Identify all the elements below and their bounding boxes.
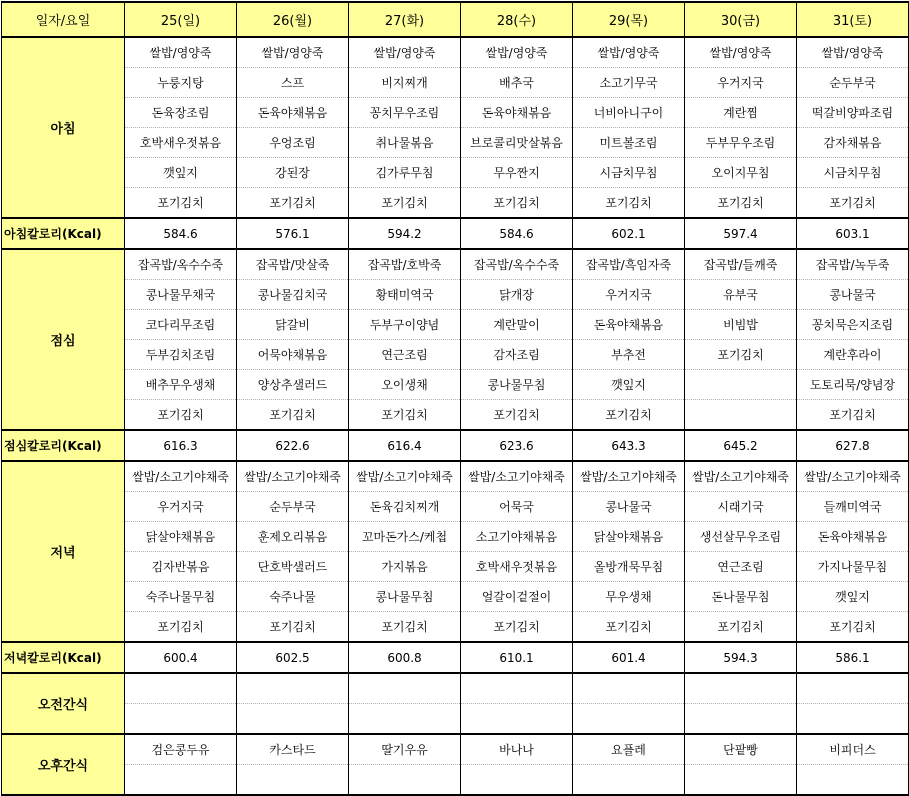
menu-cell: 양상추샐러드 [237, 370, 349, 400]
calorie-value: 586.1 [797, 642, 909, 673]
menu-cell: 잡곡밥/옥수수죽 [125, 249, 237, 280]
menu-cell: 계란찜 [685, 98, 797, 128]
lunch-row [2, 249, 909, 280]
dinner-row [2, 461, 909, 492]
calorie-value: 576.1 [237, 218, 349, 249]
menu-cell [237, 704, 349, 735]
menu-cell: 포기김치 [573, 188, 685, 219]
menu-cell: 포기김치 [797, 400, 909, 431]
menu-cell: 미트볼조림 [573, 128, 685, 158]
menu-cell: 닭살야채볶음 [573, 522, 685, 552]
menu-cell: 포기김치 [573, 612, 685, 643]
pm_snack-label: 오후간식 [2, 734, 125, 795]
menu-cell [125, 673, 237, 704]
menu-cell: 콩나물무침 [461, 370, 573, 400]
menu-cell: 쌀밥/영양죽 [573, 37, 685, 68]
menu-cell: 쌀밥/영양죽 [797, 37, 909, 68]
menu-cell: 호박새우젓볶음 [461, 552, 573, 582]
menu-cell [573, 673, 685, 704]
lunch-row [2, 400, 909, 431]
menu-cell [125, 765, 237, 796]
menu-cell [573, 704, 685, 735]
calorie-value: 627.8 [797, 430, 909, 461]
menu-cell: 깻잎지 [573, 370, 685, 400]
menu-cell: 포기김치 [349, 612, 461, 643]
calorie-value: 610.1 [461, 642, 573, 673]
header-day-1: 25(일) [125, 2, 237, 37]
weekly-meal-table [1, 1, 909, 796]
calorie-value: 600.8 [349, 642, 461, 673]
breakfast-calorie-row [2, 218, 909, 249]
menu-cell: 잡곡밥/들깨죽 [685, 249, 797, 280]
dinner-row [2, 552, 909, 582]
menu-cell: 꽁치묵은지조림 [797, 310, 909, 340]
pm_snack-row [2, 765, 909, 796]
menu-cell [685, 673, 797, 704]
menu-cell: 우거지국 [685, 68, 797, 98]
menu-cell: 닭살야채볶음 [125, 522, 237, 552]
menu-cell: 생선살무우조림 [685, 522, 797, 552]
header-day-6: 30(금) [685, 2, 797, 37]
menu-cell: 부추전 [573, 340, 685, 370]
menu-cell [349, 704, 461, 735]
menu-cell: 돈육야채볶음 [237, 98, 349, 128]
menu-cell: 스프 [237, 68, 349, 98]
menu-cell: 쌀밥/소고기야채죽 [797, 461, 909, 492]
menu-cell: 포기김치 [461, 188, 573, 219]
menu-cell: 시금치무침 [573, 158, 685, 188]
menu-cell: 소고기야채볶음 [461, 522, 573, 552]
menu-cell: 바나나 [461, 734, 573, 765]
dinner-calorie-label: 저녁칼로리(Kcal) [2, 642, 125, 673]
menu-cell: 무우짠지 [461, 158, 573, 188]
menu-cell: 들깨미역국 [797, 492, 909, 522]
menu-cell: 돈육야채볶음 [573, 310, 685, 340]
menu-cell [461, 704, 573, 735]
menu-cell: 계란후라이 [797, 340, 909, 370]
header-date-day: 일자/요일 [2, 2, 125, 37]
menu-cell: 계란말이 [461, 310, 573, 340]
menu-cell: 도토리묵/양념장 [797, 370, 909, 400]
breakfast-row [2, 68, 909, 98]
menu-cell: 두부김치조림 [125, 340, 237, 370]
menu-cell [797, 704, 909, 735]
menu-cell: 잡곡밥/흑임자죽 [573, 249, 685, 280]
menu-cell: 잡곡밥/옥수수죽 [461, 249, 573, 280]
menu-cell: 돈육야채볶음 [461, 98, 573, 128]
menu-cell: 얼갈이겉절이 [461, 582, 573, 612]
menu-cell: 잡곡밥/녹두죽 [797, 249, 909, 280]
menu-cell: 돈육장조림 [125, 98, 237, 128]
menu-cell [461, 673, 573, 704]
calorie-value: 602.5 [237, 642, 349, 673]
menu-cell: 순두부국 [797, 68, 909, 98]
calorie-value: 600.4 [125, 642, 237, 673]
menu-cell: 닭갈비 [237, 310, 349, 340]
menu-cell [685, 400, 797, 431]
menu-cell: 포기김치 [461, 612, 573, 643]
header-day-2: 26(월) [237, 2, 349, 37]
calorie-value: 594.2 [349, 218, 461, 249]
calorie-value: 623.6 [461, 430, 573, 461]
calorie-value: 584.6 [461, 218, 573, 249]
menu-cell: 꽁치무우조림 [349, 98, 461, 128]
menu-cell: 콩나물국 [797, 280, 909, 310]
menu-cell: 꼬마돈가스/케첩 [349, 522, 461, 552]
menu-cell: 포기김치 [685, 188, 797, 219]
menu-cell: 오이지무침 [685, 158, 797, 188]
menu-cell [349, 673, 461, 704]
menu-cell: 감자채볶음 [797, 128, 909, 158]
menu-cell: 올방개묵무침 [573, 552, 685, 582]
menu-cell: 연근조림 [349, 340, 461, 370]
menu-cell: 두부무우조림 [685, 128, 797, 158]
menu-cell: 어묵야채볶음 [237, 340, 349, 370]
menu-cell: 훈제오리볶음 [237, 522, 349, 552]
header-row [2, 2, 909, 37]
menu-cell: 돈육야채볶음 [797, 522, 909, 552]
menu-cell [685, 704, 797, 735]
breakfast-row [2, 98, 909, 128]
menu-cell: 황태미역국 [349, 280, 461, 310]
menu-cell: 잡곡밥/맛살죽 [237, 249, 349, 280]
menu-cell: 포기김치 [349, 188, 461, 219]
menu-cell: 검은콩두유 [125, 734, 237, 765]
calorie-value: 603.1 [797, 218, 909, 249]
menu-cell: 포기김치 [125, 612, 237, 643]
breakfast-row [2, 128, 909, 158]
dinner-calorie-row [2, 642, 909, 673]
menu-cell: 쌀밥/소고기야채죽 [573, 461, 685, 492]
lunch-row [2, 310, 909, 340]
menu-cell: 두부구이양념 [349, 310, 461, 340]
menu-cell: 브로콜리맛살볶음 [461, 128, 573, 158]
menu-cell: 쌀밥/영양죽 [685, 37, 797, 68]
am_snack-row [2, 704, 909, 735]
calorie-value: 622.6 [237, 430, 349, 461]
menu-cell: 쌀밥/소고기야채죽 [461, 461, 573, 492]
menu-cell [797, 765, 909, 796]
header-day-7: 31(토) [797, 2, 909, 37]
menu-cell: 포기김치 [797, 188, 909, 219]
menu-cell: 쌀밥/영양죽 [461, 37, 573, 68]
menu-cell: 딸기우유 [349, 734, 461, 765]
menu-cell: 연근조림 [685, 552, 797, 582]
menu-cell: 닭개장 [461, 280, 573, 310]
menu-cell: 김자반볶음 [125, 552, 237, 582]
menu-cell: 소고기무국 [573, 68, 685, 98]
dinner-row [2, 522, 909, 552]
menu-cell: 가지볶음 [349, 552, 461, 582]
breakfast-row [2, 37, 909, 68]
menu-cell: 숙주나물 [237, 582, 349, 612]
menu-cell: 시금치무침 [797, 158, 909, 188]
menu-cell [125, 704, 237, 735]
menu-cell: 포기김치 [237, 400, 349, 431]
menu-cell: 배추국 [461, 68, 573, 98]
lunch-calorie-row [2, 430, 909, 461]
lunch-row [2, 280, 909, 310]
menu-cell: 카스타드 [237, 734, 349, 765]
menu-cell: 우거지국 [125, 492, 237, 522]
calorie-value: 584.6 [125, 218, 237, 249]
menu-cell: 비지찌개 [349, 68, 461, 98]
breakfast-row [2, 188, 909, 219]
menu-cell: 콩나물김치국 [237, 280, 349, 310]
breakfast-calorie-label: 아침칼로리(Kcal) [2, 218, 125, 249]
menu-cell: 비빔밥 [685, 310, 797, 340]
calorie-value: 597.4 [685, 218, 797, 249]
menu-cell: 유부국 [685, 280, 797, 310]
dinner-row [2, 582, 909, 612]
menu-cell: 포기김치 [573, 400, 685, 431]
menu-cell: 시래기국 [685, 492, 797, 522]
menu-cell [237, 765, 349, 796]
menu-cell: 포기김치 [685, 612, 797, 643]
menu-cell: 강된장 [237, 158, 349, 188]
calorie-value: 645.2 [685, 430, 797, 461]
am_snack-row [2, 673, 909, 704]
menu-cell: 누룽지탕 [125, 68, 237, 98]
calorie-value: 594.3 [685, 642, 797, 673]
menu-cell: 잡곡밥/호박죽 [349, 249, 461, 280]
menu-cell: 취나물볶음 [349, 128, 461, 158]
menu-cell: 포기김치 [461, 400, 573, 431]
menu-cell: 비피더스 [797, 734, 909, 765]
menu-cell [685, 765, 797, 796]
menu-cell [461, 765, 573, 796]
menu-cell: 쌀밥/소고기야채죽 [125, 461, 237, 492]
header-day-4: 28(수) [461, 2, 573, 37]
dinner-label: 저녁 [2, 461, 125, 642]
menu-cell: 단호박샐러드 [237, 552, 349, 582]
menu-cell: 쌀밥/소고기야채죽 [237, 461, 349, 492]
menu-cell: 우거지국 [573, 280, 685, 310]
menu-cell: 콩나물국 [573, 492, 685, 522]
header-day-3: 27(화) [349, 2, 461, 37]
menu-cell [349, 765, 461, 796]
menu-cell [573, 765, 685, 796]
menu-cell: 포기김치 [685, 340, 797, 370]
menu-cell: 김가루무침 [349, 158, 461, 188]
lunch-label: 점심 [2, 249, 125, 430]
menu-cell: 오이생채 [349, 370, 461, 400]
calorie-value: 616.4 [349, 430, 461, 461]
menu-cell: 쌀밥/영양죽 [237, 37, 349, 68]
menu-cell: 쌀밥/영양죽 [349, 37, 461, 68]
lunch-calorie-label: 점심칼로리(Kcal) [2, 430, 125, 461]
menu-cell: 숙주나물무침 [125, 582, 237, 612]
menu-cell: 무우생채 [573, 582, 685, 612]
menu-cell: 돈육김치찌개 [349, 492, 461, 522]
calorie-value: 601.4 [573, 642, 685, 673]
menu-cell: 포기김치 [125, 400, 237, 431]
menu-cell: 호박새우젓볶음 [125, 128, 237, 158]
menu-cell: 포기김치 [125, 188, 237, 219]
calorie-value: 602.1 [573, 218, 685, 249]
menu-cell: 우엉조림 [237, 128, 349, 158]
pm_snack-row [2, 734, 909, 765]
menu-cell: 쌀밥/영양죽 [125, 37, 237, 68]
menu-cell: 콩나물무침 [349, 582, 461, 612]
menu-cell: 돈나물무침 [685, 582, 797, 612]
menu-cell [685, 370, 797, 400]
breakfast-row [2, 158, 909, 188]
menu-cell: 너비아니구이 [573, 98, 685, 128]
menu-cell: 포기김치 [237, 612, 349, 643]
header-day-5: 29(목) [573, 2, 685, 37]
menu-cell: 배추무우생채 [125, 370, 237, 400]
menu-cell: 순두부국 [237, 492, 349, 522]
menu-cell: 포기김치 [797, 612, 909, 643]
menu-cell: 콩나물무채국 [125, 280, 237, 310]
menu-cell: 가지나물무침 [797, 552, 909, 582]
menu-cell: 깻잎지 [125, 158, 237, 188]
menu-cell: 포기김치 [349, 400, 461, 431]
menu-cell: 코다리무조림 [125, 310, 237, 340]
menu-cell: 어묵국 [461, 492, 573, 522]
menu-cell: 깻잎지 [797, 582, 909, 612]
lunch-row [2, 340, 909, 370]
menu-cell [797, 673, 909, 704]
calorie-value: 643.3 [573, 430, 685, 461]
am_snack-label: 오전간식 [2, 673, 125, 734]
menu-cell [237, 673, 349, 704]
menu-cell: 쌀밥/소고기야채죽 [685, 461, 797, 492]
menu-cell: 요플레 [573, 734, 685, 765]
calorie-value: 616.3 [125, 430, 237, 461]
dinner-row [2, 612, 909, 643]
menu-cell: 단팥빵 [685, 734, 797, 765]
breakfast-label: 아침 [2, 37, 125, 218]
menu-cell: 쌀밥/소고기야채죽 [349, 461, 461, 492]
menu-cell: 떡갈비양파조림 [797, 98, 909, 128]
menu-cell: 감자조림 [461, 340, 573, 370]
lunch-row [2, 370, 909, 400]
menu-cell: 포기김치 [237, 188, 349, 219]
dinner-row [2, 492, 909, 522]
